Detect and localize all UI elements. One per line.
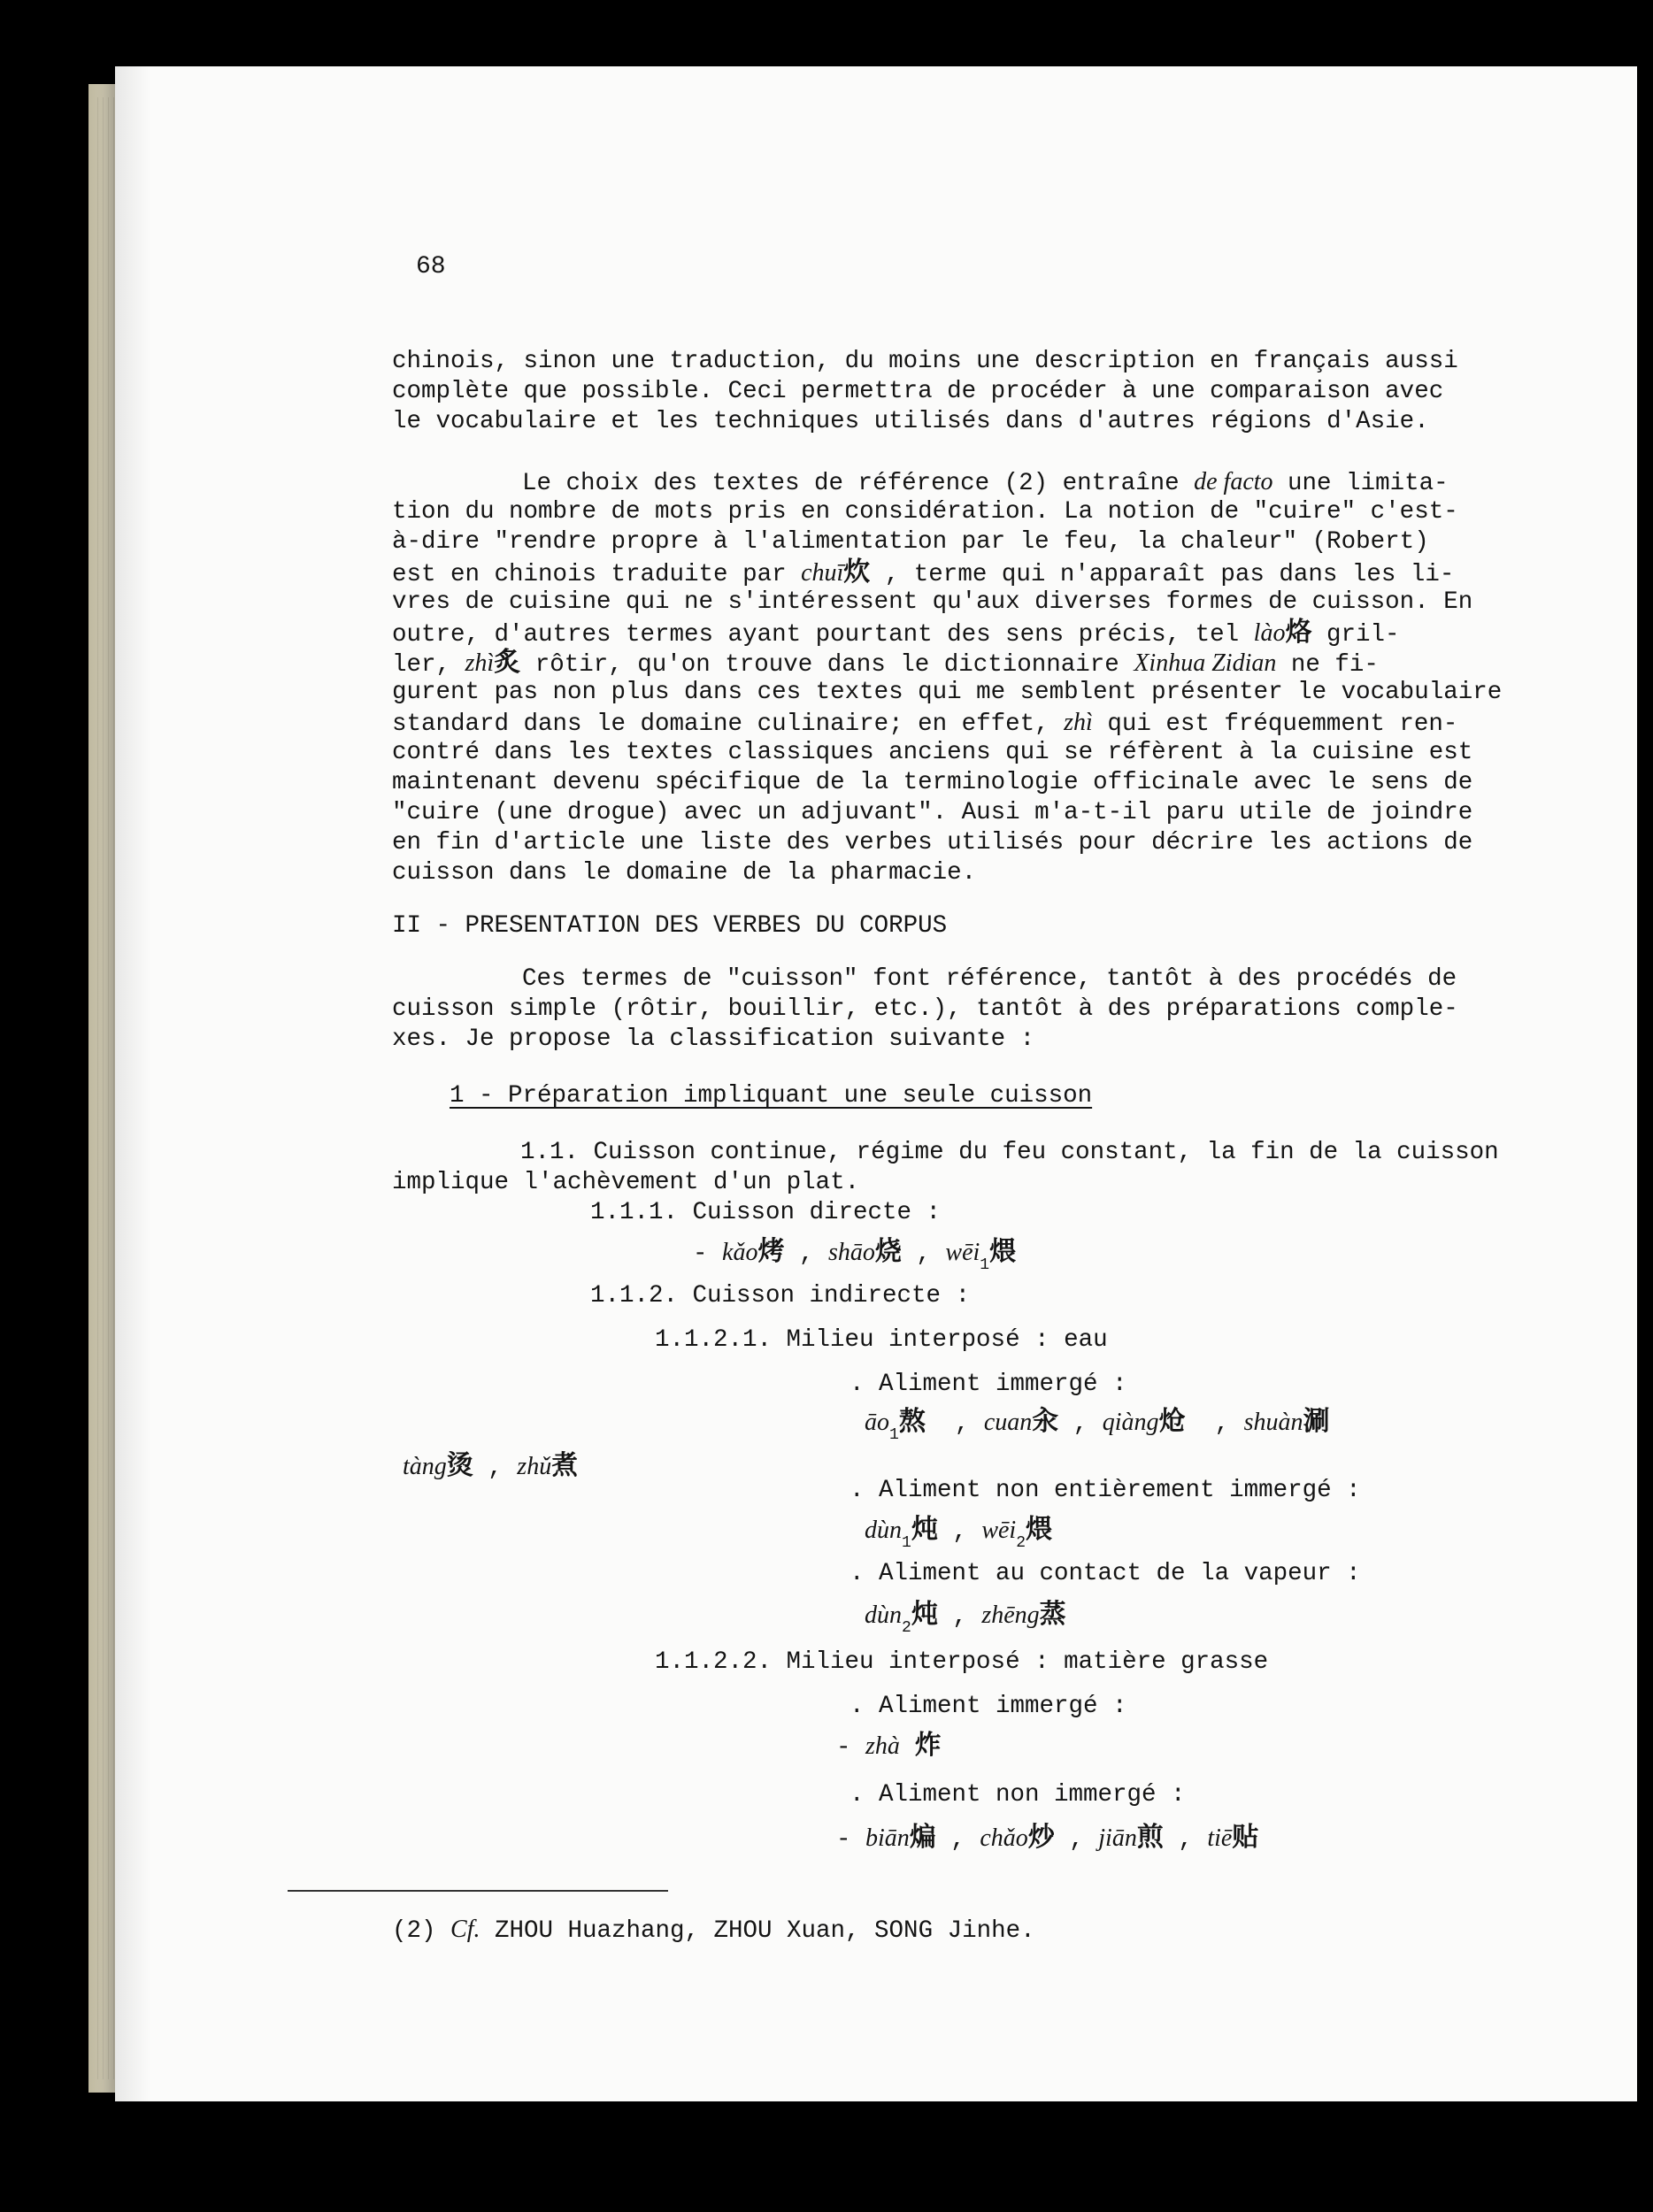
steam-label: . Aliment au contact de la vapeur : (850, 1560, 1361, 1587)
para2-l9-text-b: qui est fréquemment ren- (1092, 710, 1458, 738)
para3-line1: Ces termes de "cuisson" font référence, tantôt à des procédés de (522, 965, 1457, 993)
class-heading-1-text: 1 - Préparation impliquant une seule cuisson (450, 1082, 1093, 1110)
para2-line1 (522, 467, 1449, 499)
direct-cooking-terms: - kǎo烤 , shāo烧 , wēi$_1$煨 (693, 1236, 1017, 1274)
class-1-1-2-1: 1.1.2.1. Milieu interposé : eau (655, 1326, 1108, 1354)
hanzi-tang: 烫 (446, 1450, 473, 1481)
hanzi-wei2: 煨 (1026, 1514, 1053, 1545)
footnote-text: ZHOU Huazhang, ZHOU Xuan, SONG Jinhe. (480, 1917, 1035, 1945)
term-dun2: dùn (865, 1601, 902, 1629)
para2-l7-text-b: rôtir, qu'on trouve dans le dictionnaire (520, 651, 1134, 679)
hanzi-shuan: 涮 (1303, 1406, 1330, 1437)
section-heading: II - PRESENTATION DES VERBES DU CORPUS (392, 912, 948, 940)
hanzi-dun1: 炖 (911, 1514, 938, 1545)
term-qiang: qiàng (1102, 1409, 1159, 1436)
para2-l7-text-a: ler, (392, 651, 465, 679)
para2-line5: vres de cuisine qui ne s'intéressent qu'aux diverses formes de cuisson. En (392, 588, 1473, 616)
hanzi-dun2: 炖 (911, 1599, 938, 1630)
water-terms-row4: dùn$_2$炖 , zhēng蒸 (865, 1599, 1066, 1637)
para2-l7-hanzi: 炙 (494, 647, 521, 678)
sub-ao: 1 (889, 1426, 899, 1444)
term-zhu: zhǔ (517, 1453, 552, 1480)
para2-l4-pinyin: chuī (801, 559, 844, 587)
para2-line10: contré dans les textes classiques anciens qui se réfèrent à la cuisine est (392, 739, 1473, 766)
para2-l6-text-a: outre, d'autres termes ayant pourtant des sens précis, tel (392, 621, 1254, 649)
para2-line11: maintenant devenu spécifique de la terminologie officinale avec le sens de (392, 769, 1473, 796)
para2-line12: "cuire (une drogue) avec un adjuvant". Ausi m'a-t-il paru utile de joindre (392, 799, 1473, 826)
hanzi-ao: 熬 (898, 1406, 926, 1437)
hanzi-zha: 炸 (914, 1730, 942, 1761)
para2-line13: en fin d'article une liste des verbes utilisés pour décrire les actions de (392, 829, 1473, 856)
para2-line14: cuisson dans le domaine de la pharmacie. (392, 859, 977, 887)
sub-wei1: 1 (980, 1256, 990, 1274)
immersed-label-1: . Aliment immergé : (850, 1371, 1127, 1398)
class-1-1-2: 1.1.2. Cuisson indirecte : (590, 1282, 971, 1310)
para2-l1-italic: de facto (1194, 468, 1273, 495)
para2-line7 (392, 648, 1379, 680)
hanzi-cuan: 汆 (1032, 1406, 1059, 1437)
para1-line3: le vocabulaire et les techniques utilisés dans d'autres régions d'Asie. (392, 408, 1429, 435)
footnote-rule (288, 1890, 668, 1892)
water-terms-row1: $āo_1$熬 , cuan汆 , qiàng炝 , shuàn涮 (865, 1406, 1330, 1444)
para2-l7-text-c: ne fi- (1276, 651, 1379, 679)
para2-line8: gurent pas non plus dans ces textes qui me semblent présenter le vocabulaire (392, 679, 1503, 706)
hanzi-bian: 煸 (909, 1822, 936, 1853)
term-cuan: cuan (983, 1409, 1033, 1436)
fat2-dash: - (836, 1826, 866, 1854)
term-kao: kǎo (722, 1239, 758, 1266)
class-1-1-1: 1.1.1. Cuisson directe : (590, 1199, 942, 1226)
fat1-dash: - (836, 1734, 866, 1762)
para2-l4-text-b: , terme qui n'apparaît pas dans les li- (870, 561, 1455, 588)
class-1-1-line2: implique l'achèvement d'un plat. (392, 1169, 860, 1196)
hanzi-jian: 煎 (1136, 1822, 1164, 1853)
term-wei1: wēi (945, 1239, 980, 1266)
class-1-1-2-2: 1.1.2.2. Milieu interposé : matière grasse (655, 1648, 1269, 1676)
para2-line4 (392, 557, 1454, 590)
class-heading-1 (450, 1081, 1092, 1111)
term-chao: chǎo (980, 1824, 1028, 1852)
term-tang: tàng (403, 1453, 447, 1480)
para2-l7-pinyin: zhì (465, 649, 495, 677)
sub-dun2: 2 (902, 1619, 911, 1637)
term-ao: āo (865, 1409, 889, 1436)
immersed-label-2: . Aliment immergé : (850, 1693, 1127, 1720)
para2-l1-text-a: Le choix des textes de référence (2) entraîne (522, 470, 1195, 497)
term-shuan: shuàn (1243, 1409, 1303, 1436)
para2-l6-hanzi: 烙 (1285, 617, 1312, 648)
para2-line9 (392, 708, 1457, 740)
footnote (392, 1915, 1035, 1947)
para2-l9-text-a: standard dans le domaine culinaire; en effet, (392, 710, 1065, 738)
para2-l6-pinyin: lào (1253, 619, 1286, 647)
fat-terms-row2: - biān煸 , chǎo炒 , jiān煎 , tiē贴 (836, 1822, 1259, 1854)
hanzi-qiang: 炝 (1158, 1406, 1186, 1437)
para2-line2: tion du nombre de mots pris en considération. La notion de "cuire" c'est- (392, 498, 1458, 526)
water-terms-row2: tàng烫 , zhǔ煮 (403, 1450, 579, 1482)
hanzi-zhu: 煮 (551, 1450, 579, 1481)
sub-wei2: 2 (1016, 1534, 1026, 1552)
term-zha: zhà (865, 1732, 900, 1760)
hanzi-kao: 烤 (757, 1236, 785, 1267)
hanzi-wei1: 煨 (989, 1236, 1017, 1267)
class-1-1-line1: 1.1. Cuisson continue, régime du feu constant, la fin de la cuisson (520, 1139, 1499, 1166)
para2-line3: à-dire "rendre propre à l'alimentation par le feu, la chaleur" (Robert) (392, 528, 1429, 556)
para1-line2: complète que possible. Ceci permettra de procéder à une comparaison avec (392, 378, 1444, 405)
hanzi-tie: 贴 (1232, 1822, 1259, 1853)
para2-l7-dictionary: Xinhua Zidian (1134, 649, 1277, 677)
hanzi-shao: 烧 (874, 1236, 902, 1267)
para2-l1-text-b: une limita- (1272, 470, 1449, 497)
water-terms-row3: dùn$_1$炖 , wēi$_2$煨 (865, 1514, 1053, 1552)
direct-dash: - (693, 1240, 723, 1268)
hanzi-zheng: 蒸 (1039, 1599, 1066, 1630)
fat-terms-row1 (836, 1731, 941, 1763)
para2-l6-text-b: gril- (1311, 621, 1400, 649)
not-immersed-label: . Aliment non immergé : (850, 1781, 1186, 1809)
sub-dun1: 1 (902, 1534, 911, 1552)
term-zheng: zhēng (981, 1601, 1040, 1629)
page-number: 68 (416, 253, 446, 280)
footnote-cf: Cf. (450, 1916, 481, 1943)
para3-line2: cuisson simple (rôtir, bouillir, etc.), tantôt à des préparations comple- (392, 995, 1458, 1023)
para3-line3: xes. Je propose la classification suivante : (392, 1025, 1035, 1053)
term-wei2: wēi (981, 1517, 1017, 1544)
term-tie: tiē (1207, 1824, 1233, 1852)
footnote-number: (2) (392, 1917, 451, 1945)
not-fully-immersed-label: . Aliment non entièrement immergé : (850, 1477, 1361, 1504)
para2-line6 (392, 618, 1399, 650)
para1-line1: chinois, sinon une traduction, du moins une description en français aussi (392, 348, 1458, 375)
term-jian: jiān (1098, 1824, 1137, 1852)
term-bian: biān (865, 1824, 910, 1852)
para2-l4-text-a: est en chinois traduite par (392, 561, 802, 588)
gutter-shadow (115, 66, 150, 2101)
para2-l9-pinyin: zhì (1064, 709, 1093, 736)
hanzi-chao: 炒 (1027, 1822, 1055, 1853)
term-dun1: dùn (865, 1517, 902, 1544)
term-shao: shāo (827, 1239, 875, 1266)
para2-l4-hanzi: 炊 (843, 557, 871, 588)
